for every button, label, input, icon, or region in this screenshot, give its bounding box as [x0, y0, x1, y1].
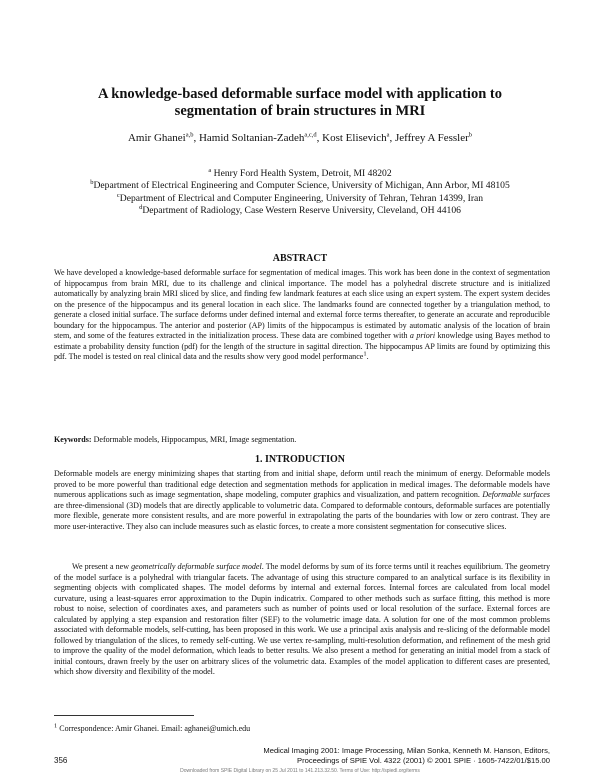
- author-list: Amir Ghanei$^{a,b}$, Hamid Soltanian-Zadeh$^{a,c,d}$, Kost Elisevich$^a$, Jeffrey A Fessler$^b$: [127, 131, 472, 144]
- affiliation-list: [40, 168, 560, 217]
- title-line-1: A knowledge-based deformable surface model with application to: [98, 86, 502, 102]
- author-name: Amir Ghanei: [127, 132, 186, 144]
- keywords-label: Keywords:: [54, 435, 92, 444]
- author-name: Kost Elisevich: [322, 132, 387, 144]
- author-affiliation-mark: b: [468, 131, 472, 139]
- proceedings-line-2: Proceedings of SPIE Vol. 4322 (2001) © 2001 SPIE · 1605-7422/01/$15.00: [297, 756, 550, 765]
- affiliation: $^a$ Henry Ford Health System, Detroit, MI 48202: [208, 166, 392, 179]
- abstract-heading: ABSTRACT: [272, 253, 328, 264]
- author-name: Hamid Soltanian-Zadeh: [198, 132, 305, 144]
- affiliation: $^d$Department of Radiology, Case Western Reserve University, Cleveland, OH 44106: [139, 203, 461, 216]
- footnote-divider: [54, 715, 194, 716]
- author-affiliation-mark: a,c,d: [304, 131, 317, 139]
- affiliation: $^b$Department of Electrical Engineering and Computer Science, University of Michigan, Ann Arbor, MI 48105: [90, 179, 510, 192]
- paper-title: [40, 86, 560, 120]
- footnote-marker: 1: [363, 350, 367, 358]
- affiliation: $^c$Department of Electrical and Computer Engineering, University of Tehran, Tehran 14399, Iran: [116, 191, 484, 204]
- author-name: Jeffrey A Fessler: [395, 132, 469, 144]
- title-line-2: segmentation of brain structures in MRI: [174, 103, 426, 119]
- abstract-text: We have developed a knowledge-based deformable surface for segmentation of medical images. This work has been done in the context of segmentation of hippocampus from brain MRI, due to its challenge and clinical importance. The model has a polyhedral discrete structure and is initialized automatically by analyzing brain MRI sliced by slice, and finding few landmark features at each slice using an expert system. The expert system decides on the presence of the hippocampus and its general location in each slice. The landmarks found are connected together by a triangulation method, to generate a closed initial surface. The surface deforms under defined internal and external force terms thereafter, to generate an accurate and reproducible boundary for the hippocampus. The anterior and posterior (AP) limits of the hippocampus is estimated by automatic analysis of the location of brain stem, and some of the features extracted in the initialization process. These data are combined together with a priori knowledge using Bayes method to estimate a probability density function (pdf) for the length of the structure in sagittal direction. The hippocampus AP limits are found by optimizing this pdf. The model is tested on real clinical data and the results show very good model performance$^1$.: [54, 268, 550, 361]
- author-affiliation-mark: a: [386, 131, 390, 139]
- introduction-heading: 1. INTRODUCTION: [254, 454, 345, 465]
- footnote: $^1$ Correspondence: Amir Ghanei. Email: aghanei@umich.edu: [54, 722, 251, 733]
- download-notice: Downloaded from SPIE Digital Library on 25 Jul 2011 to 141.213.32.50. Terms of Use: http://spiedl.org/terms: [180, 768, 420, 774]
- author-affiliation-mark: a,b: [185, 131, 194, 139]
- proceedings-info: [220, 746, 550, 766]
- proceedings-line-1: Medical Imaging 2001: Image Processing, Milan Sonka, Kenneth M. Hanson, Editors,: [263, 746, 550, 755]
- page-number: 356: [54, 756, 68, 765]
- intro-paragraph-1: Deformable models are energy minimizing shapes that starting from and initial shape, deform until reach the minimum of energy. Deformable models proved to be more powerful than traditional edge detection and segmentation methods for application in medical images. The deformable models have numerous applications such as image segmentation, shape modeling, computer graphics and visualization, and pattern recognition. Deformable surfaces are three-dimensional (3D) models that are directly applicable to volumetric data. Compared to deformable contours, deformable surfaces are potentially more flexible, generate more consistent results, and are more powerful in extrapolating the parts of the boundaries with low or zero contrast. They are more user-interactive. They also can include measures such as elastic forces, to create a more consistent segmentation for consecutive slices.: [54, 469, 550, 531]
- keywords-text: Deformable models, Hippocampus, MRI, Image segmentation.: [91, 435, 297, 444]
- intro-paragraph-2: We present a new geometrically deformable surface model. The model deforms by sum of its force terms until it reaches equilibrium. The geometry of the model surface is a polyhedral with triangular facets. The advantage of using this structure compared to an analytical surface is its flexibility in segmenting objects with complicated shapes. The model deforms by internal and external forces. Internal forces are calculated from local model curvature, using a least-squares error approximation to the Dupin indicatrix. Compared to other methods such as surface fitting, this method is more robust to noise, selection of coordinates axes, and parameters such as number of points used or local resolution of the surface. External forces are calculated by applying a step expansion and restoration filter (SEF) to the volumetric image data. A solution for one of the most common problems associated with deformable models, self-cutting, has been proposed in this work. We use a principal axis analysis and re-slicing of the deformable model followed by triangulation of the slices, to remedy self-cutting. We use vertex re-sampling, multi-resolution deformation, and refinement of the mesh grid to improve the quality of the model deformation, which leads to better results. We also present a method for generating an initial model from a stack of initial contours, drawn freely by the user on arbitrary slices of the volumetric data. Examples of the model application to different cases are presented, which show diversity and flexibility of the model.: [54, 562, 550, 676]
- keywords: [54, 435, 550, 446]
